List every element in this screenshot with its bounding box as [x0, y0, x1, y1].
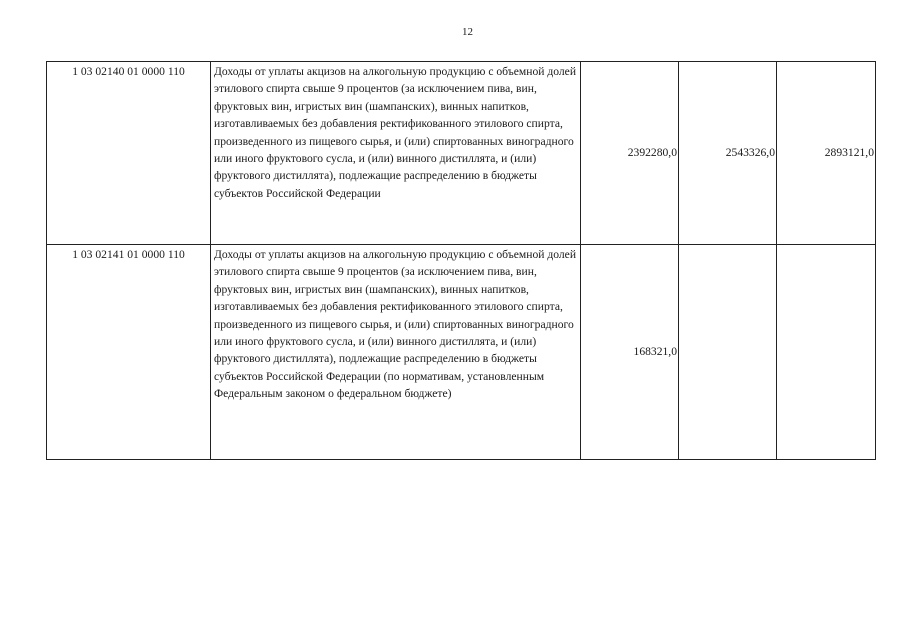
page-number: 12 — [462, 26, 473, 38]
value-year-1: 2392280,0 — [581, 62, 679, 245]
value-year-1: 168321,0 — [581, 245, 679, 460]
value-year-2: 2543326,0 — [679, 62, 777, 245]
value-year-2 — [679, 245, 777, 460]
revenue-description: Доходы от уплаты акцизов на алкогольную продукцию с объемной долей этилового спирта свыше 9 процентов (за исключением пива, вин, фруктовых вин, игристых вин (шампанских), винных напитков, изготавливаемых без добавления ректификованного этилового спирта, произведенного из пищевого сырья, и (или) спиртованных виноградного или иного фруктового сусла, и (или) винного дистиллята, и (или) фруктового дистиллята), подлежащие распределению в бюджеты субъектов Российской Федерации — [211, 62, 581, 245]
budget-code: 1 03 02140 01 0000 110 — [47, 62, 211, 245]
table-row — [47, 62, 876, 245]
budget-code: 1 03 02141 01 0000 110 — [47, 245, 211, 460]
value-year-3: 2893121,0 — [777, 62, 876, 245]
table-row — [47, 245, 876, 460]
value-year-3 — [777, 245, 876, 460]
revenue-description: Доходы от уплаты акцизов на алкогольную продукцию с объемной долей этилового спирта свыше 9 процентов (за исключением пива, вин, фруктовых вин, игристых вин (шампанских), винных напитков, изготавливаемых без добавления ректификованного этилового спирта, произведенного из пищевого сырья, и (или) спиртованных виноградного или иного фруктового сусла, и (или) винного дистиллята, и (или) фруктового дистиллята), подлежащие распределению в бюджеты субъектов Российской Федерации (по нормативам, установленным Федеральным законом о федеральном бюджете) — [211, 245, 581, 460]
revenue-table — [46, 61, 876, 460]
